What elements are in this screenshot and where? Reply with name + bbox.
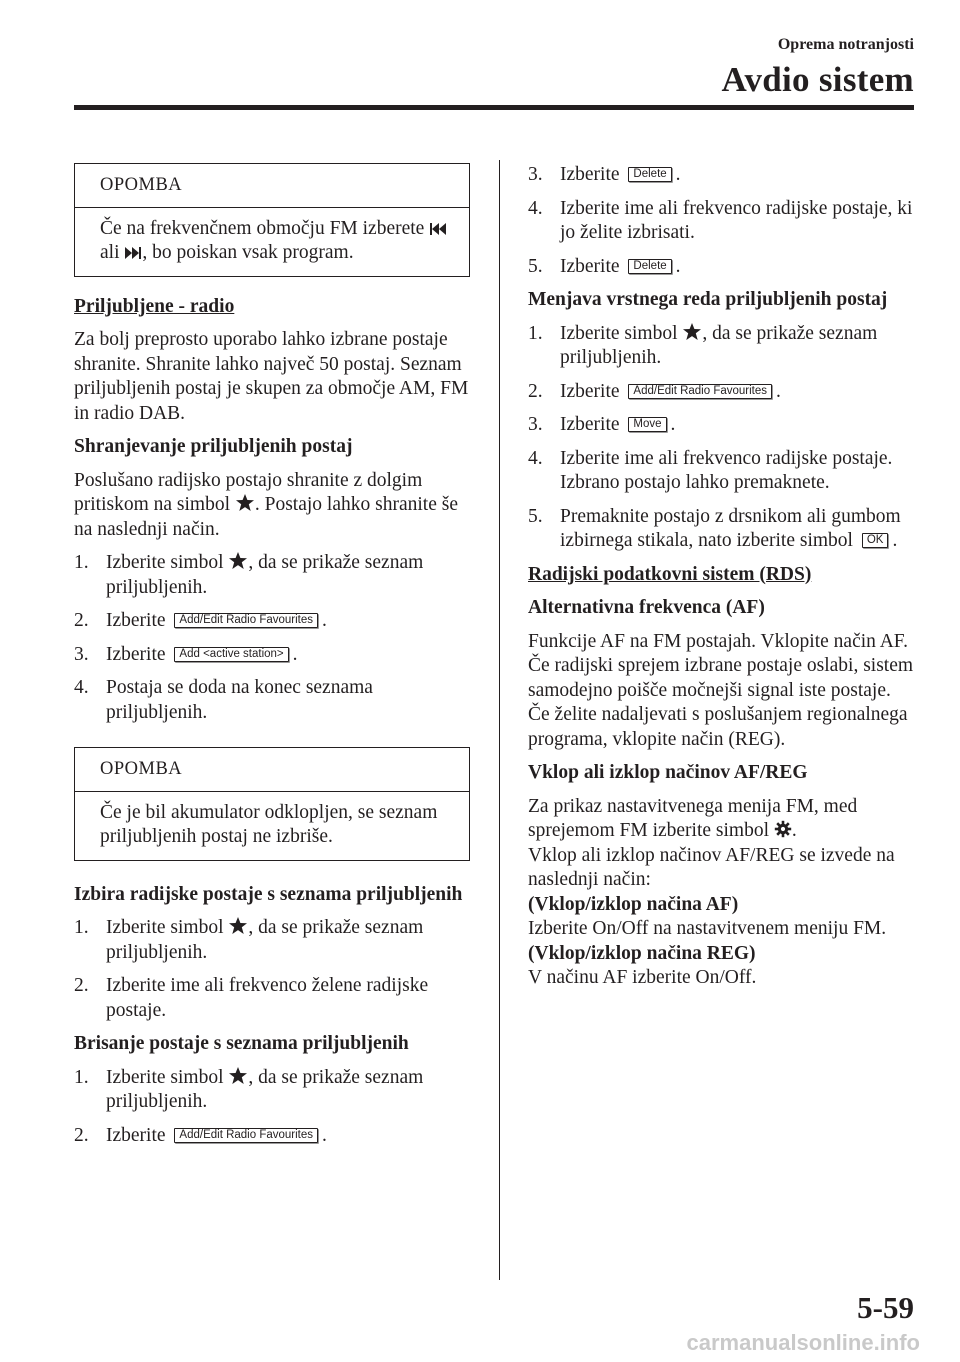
list-item: 2. Izberite Add/Edit Radio Favourites .: [74, 1124, 327, 1146]
note-title: OPOMBA: [75, 748, 469, 792]
note-title: OPOMBA: [75, 164, 469, 208]
list-item: 2. Izberite ime ali frekvenco želene radijske postaje.: [74, 975, 429, 1021]
list-item: 2. Izberite Add/Edit Radio Favourites .: [74, 610, 327, 631]
delete-button[interactable]: Delete: [628, 167, 671, 182]
reg-toggle-label: (Vklop/izklop načina REG): [528, 942, 756, 964]
select-heading: Izbira radijske postaje s seznama priljubljenih: [74, 883, 463, 905]
af-toggle-label: (Vklop/izklop načina AF): [528, 893, 739, 915]
gear-icon: [774, 820, 792, 838]
add-edit-radio-favourites-button[interactable]: Add/Edit Radio Favourites: [174, 613, 318, 628]
right-column: [528, 163, 916, 1000]
ok-button[interactable]: OK: [862, 533, 889, 548]
list-item: 1. Izberite simbol , da se prikaže seznam priljubljenih.: [74, 917, 424, 963]
delete-button[interactable]: Delete: [628, 259, 671, 274]
list-item: 4. Izberite ime ali frekvenco radijske postaje, ki jo želite izbrisati.: [528, 197, 913, 243]
save-heading: Shranjevanje priljubljenih postaj: [74, 436, 353, 457]
list-item: 1. Izberite simbol , da se prikaže seznam priljubljenih.: [74, 552, 424, 598]
delete-heading: Brisanje postaje s seznama priljubljenih: [74, 1033, 409, 1054]
note-body: [75, 208, 469, 276]
seek-previous-icon: [429, 222, 447, 236]
favourites-heading: Priljubljene - radio: [74, 295, 235, 317]
move-button[interactable]: Move: [628, 417, 666, 432]
add-edit-radio-favourites-button[interactable]: Add/Edit Radio Favourites: [174, 1128, 318, 1143]
section-title: Oprema notranjosti: [777, 36, 914, 53]
star-icon: [228, 916, 248, 935]
star-icon: [228, 551, 248, 570]
column-divider: [499, 160, 500, 1280]
af-paragraph: Funkcije AF na FM postajah. Vklopite način AF. Če radijski sprejem izbrane postaje oslabi, sistem samodejno poišče močnejši signal iste postaje. Če želite nadaljevati s poslušanjem regionalnega programa, vklopite način (REG).: [528, 630, 914, 750]
left-column: [74, 163, 470, 1157]
seek-next-icon: [124, 246, 142, 260]
list-item: 4. Izberite ime ali frekvenco radijske postaje. Izbrano postajo lahko premaknete.: [528, 447, 893, 493]
reorder-heading: Menjava vrstnega reda priljubljenih postaj: [528, 289, 888, 310]
list-item: 1. Izberite simbol , da se prikaže seznam priljubljenih.: [528, 322, 878, 368]
note-body: Če je bil akumulator odklopljen, se seznam priljubljenih postaj ne izbriše.: [100, 801, 438, 847]
list-item: 3. Izberite Add <active station> .: [74, 643, 298, 665]
note-box: [74, 163, 470, 277]
list-item: 1. Izberite simbol , da se prikaže seznam priljubljenih.: [74, 1066, 424, 1112]
rds-heading: Radijski podatkovni sistem (RDS): [528, 563, 812, 585]
note-text: , bo poiskan vsak program.: [142, 242, 354, 263]
list-item: 5. Premaknite postajo z drsnikom ali gumbom izbirnega stikala, nato izberite simbol OK .: [528, 505, 901, 551]
note-text: Če na frekvenčnem območju FM izberete: [100, 217, 425, 239]
star-icon: [235, 493, 255, 512]
list-item: 4. Postaja se doda na konec seznama priljubljenih.: [74, 677, 373, 723]
af-reg-toggle-heading: Vklop ali izklop načinov AF/REG: [528, 762, 808, 783]
add-active-station-button[interactable]: Add <active station>: [174, 647, 288, 662]
star-icon: [682, 322, 702, 341]
note-text: ali: [100, 242, 120, 263]
af-heading: Alternativna frekvenca (AF): [528, 597, 765, 618]
star-icon: [228, 1066, 248, 1085]
header-rule: [74, 105, 914, 110]
add-edit-radio-favourites-button[interactable]: Add/Edit Radio Favourites: [628, 384, 772, 399]
list-item: 5. Izberite Delete .: [528, 255, 681, 277]
list-item: 3. Izberite Move .: [528, 414, 676, 435]
save-intro: Poslušano radijsko postajo shranite z dolgim pritiskom na simbol . Postajo lahko shranite še na naslednji način.: [74, 469, 458, 540]
toggle-paragraph: Za prikaz nastavitvenega menija FM, med sprejemom FM izberite simbol . Vklop ali izklop načinov AF/REG se izvede na naslednji način: (Vklop/izklop načina AF) Izberite On/Off na nastavitvenem meniju FM. (Vklop/izklop načina REG) V načinu AF izberite On/Off.: [528, 795, 895, 988]
watermark: carmanualsonline.info: [686, 1330, 920, 1355]
list-item: 3. Izberite Delete .: [528, 164, 681, 185]
note-box: [74, 747, 470, 861]
list-item: 2. Izberite Add/Edit Radio Favourites .: [528, 380, 781, 402]
favourites-intro: Za bolj preprosto uporabo lahko izbrane postaje shranite. Shranite lahko največ 50 postaj. Seznam priljubljenih postaj je skupen za območje AM, FM in radio DAB.: [74, 329, 469, 424]
page-number: 5-59: [857, 1290, 914, 1325]
page-title: Avdio sistem: [721, 60, 914, 99]
